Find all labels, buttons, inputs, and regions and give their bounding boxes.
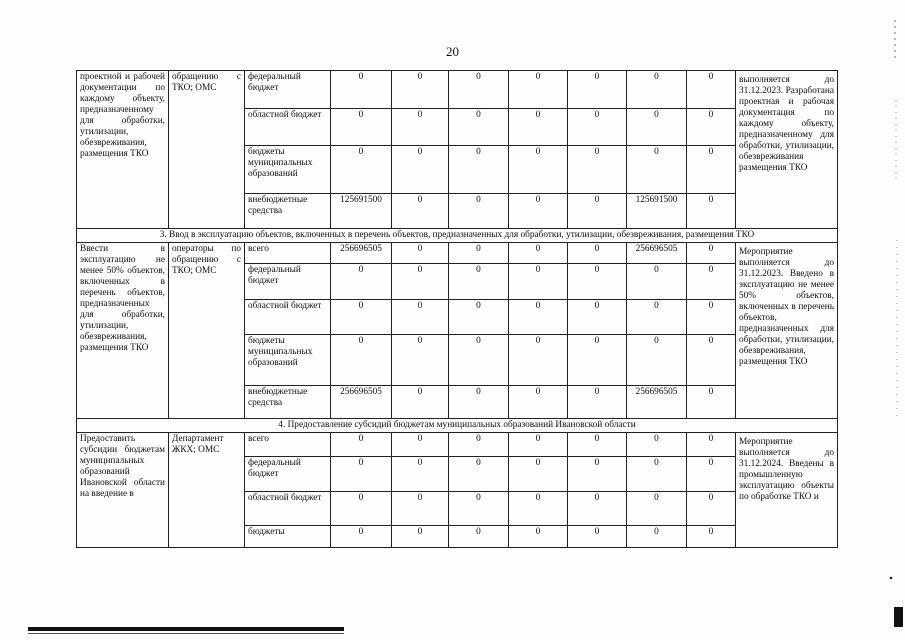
amount-cell: 0 <box>509 109 568 146</box>
amount-cell: 0 <box>392 432 449 456</box>
amount-cell: 0 <box>392 194 449 229</box>
amount-cell: 0 <box>509 385 568 418</box>
table-row <box>77 242 838 263</box>
table-row <box>77 432 838 456</box>
amount-cell: 0 <box>449 456 509 491</box>
amount-cell: 0 <box>687 525 736 547</box>
amount-cell: 0 <box>449 299 509 334</box>
amount-cell: 0 <box>449 71 509 109</box>
amount-cell: 0 <box>627 299 687 334</box>
scan-corner-mark <box>894 607 903 627</box>
amount-cell: 256696505 <box>331 385 392 418</box>
amount-cell: 0 <box>568 194 627 229</box>
amount-cell: 0 <box>449 194 509 229</box>
executor-cell: Департамент ЖКХ; ОМС <box>169 432 245 547</box>
amount-cell: 0 <box>568 71 627 109</box>
amount-cell: 0 <box>509 194 568 229</box>
funding-source-cell: областной бюджет <box>245 299 331 334</box>
amount-cell: 0 <box>687 146 736 194</box>
amount-cell: 0 <box>509 525 568 547</box>
amount-cell: 0 <box>687 432 736 456</box>
amount-cell: 0 <box>392 525 449 547</box>
amount-cell: 0 <box>687 491 736 525</box>
section-row <box>77 229 838 243</box>
amount-cell: 0 <box>687 71 736 109</box>
amount-cell: 0 <box>627 525 687 547</box>
executor-cell: операторы по обращению с ТКО; ОМС <box>169 242 245 418</box>
amount-cell: 0 <box>568 385 627 418</box>
amount-cell: 0 <box>392 71 449 109</box>
amount-cell: 0 <box>687 456 736 491</box>
amount-cell: 0 <box>392 109 449 146</box>
amount-cell: 0 <box>392 146 449 194</box>
amount-cell: 0 <box>568 525 627 547</box>
amount-cell: 0 <box>449 242 509 263</box>
amount-cell: 0 <box>627 263 687 299</box>
amount-cell: 0 <box>568 491 627 525</box>
amount-cell: 0 <box>392 385 449 418</box>
amount-cell: 0 <box>627 491 687 525</box>
funding-source-cell: бюджеты <box>245 525 331 547</box>
section-title: 4. Предоставление субсидий бюджетам муниципальных образований Ивановской области <box>77 418 838 432</box>
amount-cell: 0 <box>687 194 736 229</box>
amount-cell: 0 <box>449 491 509 525</box>
amount-cell: 0 <box>449 525 509 547</box>
amount-cell: 0 <box>392 263 449 299</box>
funding-source-cell: всего <box>245 432 331 456</box>
amount-cell: 256696505 <box>627 385 687 418</box>
executor-cell: обращению с ТКО; ОМС <box>169 71 245 229</box>
funding-source-cell: областной бюджет <box>245 491 331 525</box>
amount-cell: 0 <box>449 432 509 456</box>
amount-cell: 0 <box>687 385 736 418</box>
amount-cell: 0 <box>687 263 736 299</box>
result-cell: Мероприятие выполняется до 31.12.2023. Введено в эксплуатацию не менее 50% объектов, включенных в перечень объектов, предназначенных для обработки, утилизации, обезвреживания, размещения ТКО <box>736 242 838 418</box>
funding-source-cell: внебюджетные средства <box>245 194 331 229</box>
amount-cell: 0 <box>331 109 392 146</box>
amount-cell: 0 <box>449 263 509 299</box>
amount-cell: 0 <box>392 491 449 525</box>
amount-cell: 0 <box>509 146 568 194</box>
amount-cell: 0 <box>331 146 392 194</box>
task-cell: Предоставить субсидии бюджетам муниципальных образований Ивановской области на введение в <box>77 432 169 547</box>
amount-cell: 0 <box>331 432 392 456</box>
amount-cell: 0 <box>392 456 449 491</box>
result-cell: Мероприятие выполняется до 31.12.2024. Введены в промышленную эксплуатацию объекты по обработке ТКО и <box>736 432 838 547</box>
scan-margin-marks <box>885 0 905 640</box>
amount-cell: 0 <box>331 263 392 299</box>
scan-edge-line <box>28 633 344 634</box>
amount-cell: 0 <box>687 242 736 263</box>
amount-cell: 0 <box>509 71 568 109</box>
result-cell: выполняется до 31.12.2023. Разработана проектная и рабочая документация по каждому объекту, предназначенному для обработки, утилизации, обезвреживания размещения ТКО <box>736 71 838 229</box>
amount-cell: 0 <box>627 456 687 491</box>
amount-cell: 0 <box>331 334 392 385</box>
funding-source-cell: всего <box>245 242 331 263</box>
amount-cell: 0 <box>568 263 627 299</box>
amount-cell: 0 <box>449 334 509 385</box>
amount-cell: 0 <box>687 109 736 146</box>
amount-cell: 0 <box>627 432 687 456</box>
table-row <box>77 71 838 109</box>
amount-cell: 0 <box>568 299 627 334</box>
section-title: 3. Ввод в эксплуатацию объектов, включенных в перечень объектов, предназначенных для обработки, утилизации, обезвреживания, размещения ТКО <box>77 229 838 243</box>
amount-cell: 0 <box>509 299 568 334</box>
funding-source-cell: федеральный бюджет <box>245 71 331 109</box>
amount-cell: 0 <box>568 109 627 146</box>
amount-cell: 0 <box>392 299 449 334</box>
amount-cell: 0 <box>568 242 627 263</box>
amount-cell: 0 <box>687 299 736 334</box>
amount-cell: 0 <box>627 334 687 385</box>
amount-cell: 256696505 <box>627 242 687 263</box>
amount-cell: 0 <box>331 456 392 491</box>
amount-cell: 0 <box>331 71 392 109</box>
amount-cell: 0 <box>331 299 392 334</box>
task-cell: Ввести в эксплуатацию не менее 50% объектов, включенных в перечень объектов, предназначенных для обработки, утилизации, обезвреживания, размещения ТКО <box>77 242 169 418</box>
amount-cell: 0 <box>331 525 392 547</box>
funding-source-cell: бюджеты муниципальных образований <box>245 146 331 194</box>
amount-cell: 0 <box>392 242 449 263</box>
amount-cell: 125691500 <box>627 194 687 229</box>
amount-cell: 0 <box>509 491 568 525</box>
amount-cell: 0 <box>509 334 568 385</box>
amount-cell: 0 <box>392 334 449 385</box>
amount-cell: 0 <box>568 146 627 194</box>
amount-cell: 0 <box>331 491 392 525</box>
amount-cell: 0 <box>449 385 509 418</box>
amount-cell: 125691500 <box>331 194 392 229</box>
amount-cell: 256696505 <box>331 242 392 263</box>
amount-cell: 0 <box>687 334 736 385</box>
task-cell: проектной и рабочей документации по каждому объекту, предназначенному для обработки, утилизации, обезвреживания, размещения ТКО <box>77 71 169 229</box>
amount-cell: 0 <box>568 432 627 456</box>
scan-edge-bar <box>28 627 344 631</box>
amount-cell: 0 <box>449 109 509 146</box>
program-table <box>76 70 838 548</box>
funding-source-cell: областной бюджет <box>245 109 331 146</box>
amount-cell: 0 <box>627 109 687 146</box>
funding-source-cell: внебюджетные средства <box>245 385 331 418</box>
funding-source-cell: федеральный бюджет <box>245 263 331 299</box>
amount-cell: 0 <box>509 263 568 299</box>
amount-cell: 0 <box>627 71 687 109</box>
page-number: 20 <box>446 44 459 59</box>
section-row <box>77 418 838 432</box>
funding-source-cell: федеральный бюджет <box>245 456 331 491</box>
amount-cell: 0 <box>568 456 627 491</box>
amount-cell: 0 <box>509 432 568 456</box>
funding-source-cell: бюджеты муниципальных образований <box>245 334 331 385</box>
amount-cell: 0 <box>568 334 627 385</box>
amount-cell: 0 <box>509 242 568 263</box>
amount-cell: 0 <box>449 146 509 194</box>
amount-cell: 0 <box>509 456 568 491</box>
amount-cell: 0 <box>627 146 687 194</box>
